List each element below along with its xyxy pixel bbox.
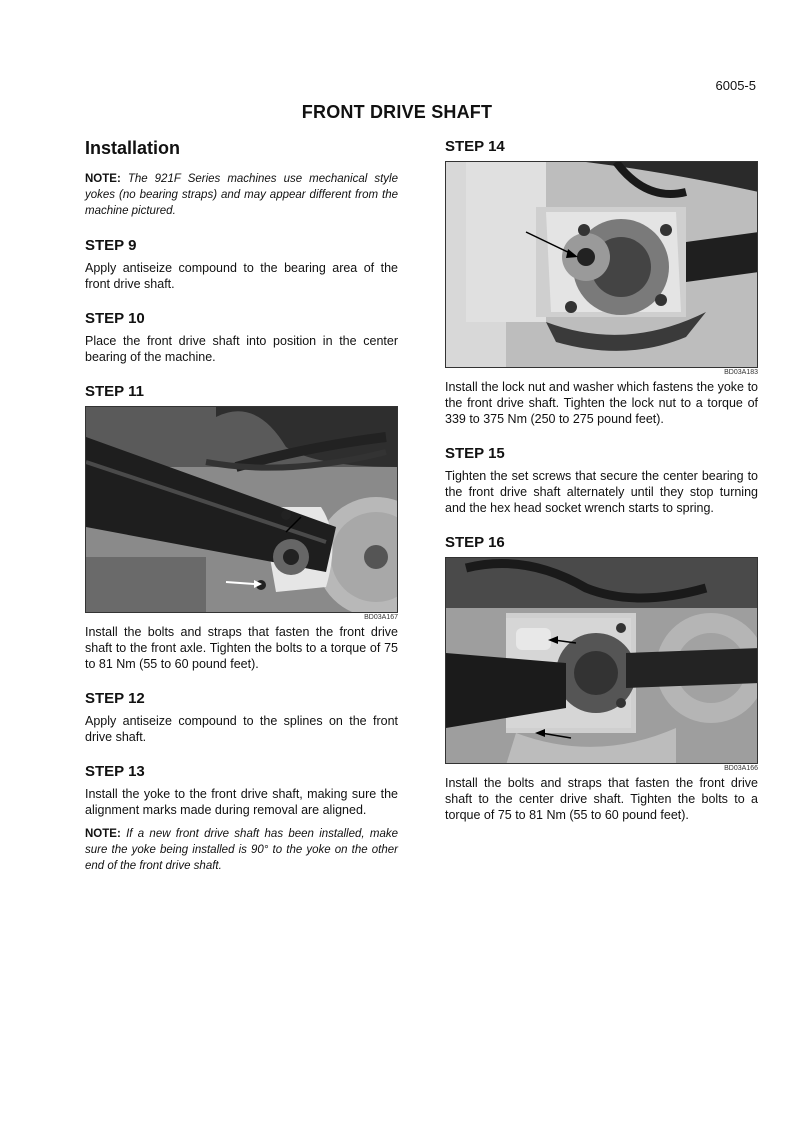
step-11-photo: [85, 406, 398, 613]
step-12-title: STEP 12: [85, 690, 145, 707]
step-11-title: STEP 11: [85, 383, 144, 400]
note-text: If a new front drive shaft has been installed, make sure the yoke being installed is 90° to the yoke on the other end of the front drive shaft.: [85, 828, 399, 872]
note: [85, 171, 398, 219]
right-column: [445, 138, 758, 823]
step-14-title: STEP 14: [445, 138, 505, 155]
step-14-text: Install the lock nut and washer which fastens the yoke to the front drive shaft. Tighten the lock nut to a torque of 339 to 375 Nm (250 to 275 pound feet).: [445, 380, 758, 426]
left-column: [85, 138, 398, 874]
step-10-text: Place the front drive shaft into position in the center bearing of the machine.: [85, 334, 398, 364]
step-13-text: Install the yoke to the front drive shaft, making sure the alignment marks made during removal are aligned.: [85, 787, 398, 817]
figure-code: BD03A166: [724, 765, 758, 772]
step-15-title: STEP 15: [445, 445, 505, 462]
section-title: Installation: [85, 138, 181, 158]
figure-code: BD03A167: [364, 614, 398, 621]
step-10-title: STEP 10: [85, 310, 145, 327]
note-label: NOTE:: [85, 828, 121, 840]
figure-code: BD03A183: [724, 369, 758, 376]
note-label: NOTE:: [85, 173, 121, 185]
step-9-title: STEP 9: [85, 237, 137, 254]
step-9-text: Apply antiseize compound to the bearing area of the front drive shaft.: [85, 261, 398, 291]
step-15-text: Tighten the set screws that secure the center bearing to the front drive shaft alternately until they stop turning and the hex head socket wrench starts to spring.: [445, 469, 758, 515]
step-14-photo: [445, 161, 758, 368]
page-number: 6005-5: [715, 78, 756, 93]
step-11-text: Install the bolts and straps that fasten the front drive shaft to the front axle. Tighten the bolts to a torque of 75 to 81 Nm (55 to 60 pound feet).: [85, 625, 398, 671]
step-16-photo: [445, 557, 758, 764]
step-13-title: STEP 13: [85, 763, 145, 780]
page-title: FRONT DRIVE SHAFT: [301, 102, 493, 122]
note: [85, 826, 398, 874]
step-16-title: STEP 16: [445, 534, 505, 551]
step-12-text: Apply antiseize compound to the splines on the front drive shaft.: [85, 714, 398, 744]
note-text: The 921F Series machines use mechanical style yokes (no bearing straps) and may appear different from the machine pictured.: [85, 173, 398, 217]
step-16-text: Install the bolts and straps that fasten the front drive shaft to the center drive shaft. Tighten the bolts to a torque of 75 to 81 Nm (55 to 60 pound feet).: [445, 776, 758, 822]
